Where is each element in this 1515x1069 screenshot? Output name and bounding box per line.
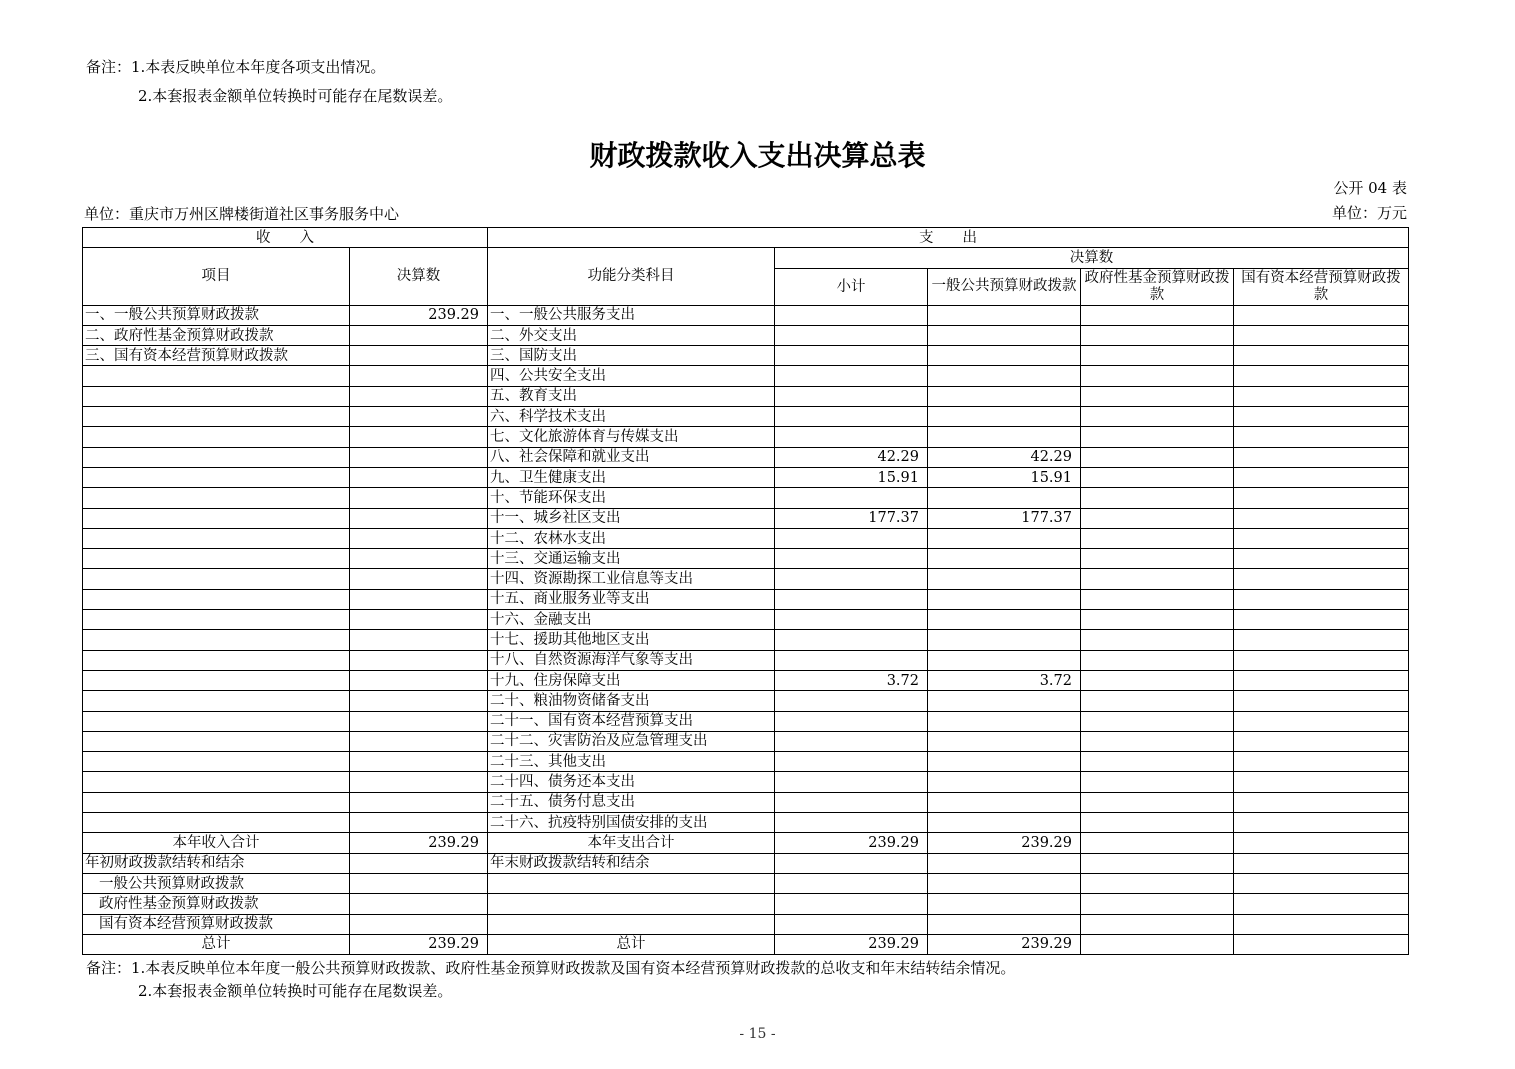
expense-general-budget bbox=[928, 691, 1081, 711]
income-item bbox=[83, 467, 350, 487]
top-note-2: 2.本套报表金额单位转换时可能存在尾数误差。 bbox=[138, 87, 453, 105]
income-amount bbox=[350, 508, 488, 528]
income-item bbox=[83, 670, 350, 690]
income-item bbox=[83, 407, 350, 427]
carryover-income-amount bbox=[350, 873, 488, 893]
expense-general-budget: 177.37 bbox=[928, 508, 1081, 528]
income-item bbox=[83, 711, 350, 731]
bottom-note-1: 备注：1.本表反映单位本年度一般公共预算财政拨款、政府性基金预算财政拨款及国有资本经营预算财政拨款的总收支和年末结转结余情况。 bbox=[86, 959, 1016, 977]
expense-general-budget bbox=[928, 488, 1081, 508]
table-row bbox=[83, 813, 1409, 833]
table-row bbox=[83, 670, 1409, 690]
income-item bbox=[83, 589, 350, 609]
table-row bbox=[83, 772, 1409, 792]
carryover-row bbox=[83, 894, 1409, 914]
expense-general-budget bbox=[928, 630, 1081, 650]
expense-category: 十三、交通运输支出 bbox=[488, 549, 775, 569]
expense-state-capital bbox=[1234, 670, 1409, 690]
expense-subtotal bbox=[775, 528, 928, 548]
currency-unit: 单位：万元 bbox=[1331, 204, 1407, 222]
expense-general-budget bbox=[928, 366, 1081, 386]
carryover-expense-item bbox=[488, 914, 775, 934]
expense-state-capital bbox=[1234, 447, 1409, 467]
page-number: - 15 - bbox=[739, 1026, 776, 1042]
expense-state-capital bbox=[1234, 488, 1409, 508]
expense-category: 十八、自然资源海洋气象等支出 bbox=[488, 650, 775, 670]
table-row bbox=[83, 589, 1409, 609]
expense-subtotal bbox=[775, 630, 928, 650]
expense-category: 二十四、债务还本支出 bbox=[488, 772, 775, 792]
expense-gov-fund bbox=[1081, 447, 1234, 467]
income-amount bbox=[350, 325, 488, 345]
income-item bbox=[83, 752, 350, 772]
carryover-gov-fund bbox=[1081, 894, 1234, 914]
expense-category: 九、卫生健康支出 bbox=[488, 467, 775, 487]
expense-general-budget bbox=[928, 650, 1081, 670]
income-item bbox=[83, 549, 350, 569]
carryover-gov-fund bbox=[1081, 853, 1234, 873]
expense-gov-fund bbox=[1081, 325, 1234, 345]
income-amount bbox=[350, 691, 488, 711]
expense-state-capital bbox=[1234, 549, 1409, 569]
unit-name: 单位：重庆市万州区牌楼街道社区事务服务中心 bbox=[84, 205, 400, 223]
carryover-income-item: 一般公共预算财政拨款 bbox=[83, 873, 350, 893]
income-item bbox=[83, 569, 350, 589]
carryover-income-item: 国有资本经营预算财政拨款 bbox=[83, 914, 350, 934]
carryover-income-amount bbox=[350, 853, 488, 873]
table-row bbox=[83, 650, 1409, 670]
expense-gov-fund bbox=[1081, 508, 1234, 528]
expense-category: 二十、粮油物资储备支出 bbox=[488, 691, 775, 711]
income-item bbox=[83, 792, 350, 812]
expense-subtotal bbox=[775, 731, 928, 751]
carryover-income-item: 年初财政拨款结转和结余 bbox=[83, 853, 350, 873]
expense-gov-fund bbox=[1081, 569, 1234, 589]
income-item bbox=[83, 731, 350, 751]
expense-category: 四、公共安全支出 bbox=[488, 366, 775, 386]
expense-subtotal bbox=[775, 650, 928, 670]
expense-subtotal bbox=[775, 305, 928, 325]
expense-state-capital bbox=[1234, 366, 1409, 386]
income-total-label: 本年收入合计 bbox=[83, 833, 350, 853]
table-row bbox=[83, 508, 1409, 528]
expense-category: 二十一、国有资本经营预算支出 bbox=[488, 711, 775, 731]
income-item: 三、国有资本经营预算财政拨款 bbox=[83, 346, 350, 366]
expense-total-general: 239.29 bbox=[928, 833, 1081, 853]
expense-general-budget bbox=[928, 325, 1081, 345]
expense-general-budget bbox=[928, 407, 1081, 427]
expense-state-capital bbox=[1234, 589, 1409, 609]
expense-state-capital bbox=[1234, 610, 1409, 630]
expense-gov-fund bbox=[1081, 467, 1234, 487]
expense-total-gov-fund bbox=[1081, 833, 1234, 853]
expense-category: 二十六、抗疫特别国债安排的支出 bbox=[488, 813, 775, 833]
expense-general-budget bbox=[928, 711, 1081, 731]
expense-subtotal bbox=[775, 813, 928, 833]
income-item bbox=[83, 630, 350, 650]
income-item bbox=[83, 447, 350, 467]
income-amount bbox=[350, 386, 488, 406]
expense-category: 十二、农林水支出 bbox=[488, 528, 775, 548]
expense-state-capital bbox=[1234, 407, 1409, 427]
expense-gov-fund bbox=[1081, 407, 1234, 427]
carryover-subtotal bbox=[775, 894, 928, 914]
expense-gov-fund bbox=[1081, 711, 1234, 731]
expense-subtotal bbox=[775, 610, 928, 630]
expense-gov-fund bbox=[1081, 691, 1234, 711]
income-amount bbox=[350, 610, 488, 630]
table-row bbox=[83, 549, 1409, 569]
expense-gov-fund bbox=[1081, 670, 1234, 690]
expense-general-budget bbox=[928, 386, 1081, 406]
expense-subtotal: 42.29 bbox=[775, 447, 928, 467]
grand-total-income-label: 总计 bbox=[83, 934, 350, 954]
expense-general-budget bbox=[928, 569, 1081, 589]
expense-general-budget bbox=[928, 813, 1081, 833]
expense-subtotal bbox=[775, 752, 928, 772]
carryover-state-capital bbox=[1234, 873, 1409, 893]
table-row bbox=[83, 407, 1409, 427]
expense-gov-fund bbox=[1081, 427, 1234, 447]
header-row-1 bbox=[83, 228, 1409, 248]
expense-gov-fund bbox=[1081, 528, 1234, 548]
expense-state-capital bbox=[1234, 346, 1409, 366]
expense-category: 十九、住房保障支出 bbox=[488, 670, 775, 690]
func-category-header: 功能分类科目 bbox=[488, 248, 775, 305]
expense-category: 二十二、灾害防治及应急管理支出 bbox=[488, 731, 775, 751]
carryover-general bbox=[928, 894, 1081, 914]
carryover-row bbox=[83, 873, 1409, 893]
header-row-2 bbox=[83, 248, 1409, 268]
table-row bbox=[83, 346, 1409, 366]
table-row bbox=[83, 325, 1409, 345]
subtotal-header: 小计 bbox=[775, 268, 928, 305]
table-row bbox=[83, 569, 1409, 589]
income-amount bbox=[350, 670, 488, 690]
expense-gov-fund bbox=[1081, 813, 1234, 833]
expense-category: 十六、金融支出 bbox=[488, 610, 775, 630]
grand-total-row bbox=[83, 934, 1409, 954]
carryover-income-amount bbox=[350, 914, 488, 934]
expense-general-budget bbox=[928, 589, 1081, 609]
expense-gov-fund bbox=[1081, 650, 1234, 670]
expense-gov-fund bbox=[1081, 386, 1234, 406]
income-amount bbox=[350, 528, 488, 548]
expense-gov-fund bbox=[1081, 752, 1234, 772]
expense-category: 十五、商业服务业等支出 bbox=[488, 589, 775, 609]
expense-state-capital bbox=[1234, 691, 1409, 711]
expense-general-budget bbox=[928, 549, 1081, 569]
annual-total-row bbox=[83, 833, 1409, 853]
carryover-state-capital bbox=[1234, 853, 1409, 873]
expense-category: 十、节能环保支出 bbox=[488, 488, 775, 508]
expense-general-budget: 15.91 bbox=[928, 467, 1081, 487]
expense-gov-fund bbox=[1081, 346, 1234, 366]
expense-category: 七、文化旅游体育与传媒支出 bbox=[488, 427, 775, 447]
income-item bbox=[83, 650, 350, 670]
expense-subtotal bbox=[775, 711, 928, 731]
expense-subtotal bbox=[775, 772, 928, 792]
income-item bbox=[83, 427, 350, 447]
income-item bbox=[83, 528, 350, 548]
expense-state-capital bbox=[1234, 711, 1409, 731]
carryover-income-amount bbox=[350, 894, 488, 914]
table-row bbox=[83, 386, 1409, 406]
expense-state-capital bbox=[1234, 752, 1409, 772]
expense-state-capital bbox=[1234, 467, 1409, 487]
table-row bbox=[83, 467, 1409, 487]
expense-subtotal bbox=[775, 569, 928, 589]
expense-general-budget bbox=[928, 305, 1081, 325]
expense-subtotal bbox=[775, 549, 928, 569]
gov-fund-header: 政府性基金预算财政拨款 bbox=[1081, 268, 1234, 305]
item-header: 项目 bbox=[83, 248, 350, 305]
carryover-subtotal bbox=[775, 853, 928, 873]
grand-total-income-amount: 239.29 bbox=[350, 934, 488, 954]
expense-general-budget bbox=[928, 610, 1081, 630]
expense-state-capital bbox=[1234, 650, 1409, 670]
table-row bbox=[83, 305, 1409, 325]
income-item bbox=[83, 366, 350, 386]
income-amount bbox=[350, 346, 488, 366]
carryover-expense-item bbox=[488, 873, 775, 893]
expense-general-budget bbox=[928, 731, 1081, 751]
expense-subtotal bbox=[775, 427, 928, 447]
income-item bbox=[83, 610, 350, 630]
expense-subtotal bbox=[775, 792, 928, 812]
expense-category: 二、外交支出 bbox=[488, 325, 775, 345]
budget-summary-table bbox=[82, 227, 1409, 955]
income-amount bbox=[350, 447, 488, 467]
expense-state-capital bbox=[1234, 305, 1409, 325]
income-amount bbox=[350, 569, 488, 589]
income-amount bbox=[350, 813, 488, 833]
amount-header: 决算数 bbox=[350, 248, 488, 305]
expense-state-capital bbox=[1234, 813, 1409, 833]
expense-subtotal bbox=[775, 407, 928, 427]
expense-category: 五、教育支出 bbox=[488, 386, 775, 406]
page-title: 财政拨款收入支出决算总表 bbox=[589, 139, 926, 172]
expense-subtotal bbox=[775, 366, 928, 386]
expense-general-budget bbox=[928, 528, 1081, 548]
expense-state-capital bbox=[1234, 731, 1409, 751]
form-number: 公开 04 表 bbox=[1333, 179, 1407, 197]
income-amount bbox=[350, 427, 488, 447]
expense-state-capital bbox=[1234, 427, 1409, 447]
expense-category: 八、社会保障和就业支出 bbox=[488, 447, 775, 467]
income-amount bbox=[350, 772, 488, 792]
table-row bbox=[83, 366, 1409, 386]
income-amount: 239.29 bbox=[350, 305, 488, 325]
income-amount bbox=[350, 589, 488, 609]
income-item bbox=[83, 488, 350, 508]
table-row bbox=[83, 610, 1409, 630]
top-note-1: 备注：1.本表反映单位本年度各项支出情况。 bbox=[86, 58, 386, 76]
table-row bbox=[83, 792, 1409, 812]
expense-gov-fund bbox=[1081, 731, 1234, 751]
table-row bbox=[83, 528, 1409, 548]
expense-gov-fund bbox=[1081, 589, 1234, 609]
expense-category: 六、科学技术支出 bbox=[488, 407, 775, 427]
expense-state-capital bbox=[1234, 792, 1409, 812]
carryover-subtotal bbox=[775, 873, 928, 893]
table-row bbox=[83, 711, 1409, 731]
carryover-state-capital bbox=[1234, 914, 1409, 934]
expense-state-capital bbox=[1234, 325, 1409, 345]
table-row bbox=[83, 691, 1409, 711]
expense-gov-fund bbox=[1081, 610, 1234, 630]
expense-category: 二十三、其他支出 bbox=[488, 752, 775, 772]
expense-gov-fund bbox=[1081, 488, 1234, 508]
income-amount bbox=[350, 630, 488, 650]
income-amount bbox=[350, 488, 488, 508]
expense-subtotal: 15.91 bbox=[775, 467, 928, 487]
expense-category: 十七、援助其他地区支出 bbox=[488, 630, 775, 650]
carryover-subtotal bbox=[775, 914, 928, 934]
expense-subtotal bbox=[775, 386, 928, 406]
expense-subtotal bbox=[775, 488, 928, 508]
expense-subtotal bbox=[775, 589, 928, 609]
income-amount bbox=[350, 711, 488, 731]
expense-general-budget bbox=[928, 427, 1081, 447]
state-capital-header: 国有资本经营预算财政拨款 bbox=[1234, 268, 1409, 305]
table-row bbox=[83, 731, 1409, 751]
carryover-general bbox=[928, 914, 1081, 934]
expense-general-budget: 3.72 bbox=[928, 670, 1081, 690]
expense-subtotal: 177.37 bbox=[775, 508, 928, 528]
expense-state-capital bbox=[1234, 508, 1409, 528]
income-item bbox=[83, 508, 350, 528]
expense-category: 一、一般公共服务支出 bbox=[488, 305, 775, 325]
expense-category: 十四、资源勘探工业信息等支出 bbox=[488, 569, 775, 589]
income-amount bbox=[350, 731, 488, 751]
general-budget-header: 一般公共预算财政拨款 bbox=[928, 268, 1081, 305]
carryover-expense-item: 年末财政拨款结转和结余 bbox=[488, 853, 775, 873]
expense-total-subtotal: 239.29 bbox=[775, 833, 928, 853]
expense-general-budget: 42.29 bbox=[928, 447, 1081, 467]
carryover-row bbox=[83, 853, 1409, 873]
income-amount bbox=[350, 366, 488, 386]
income-amount bbox=[350, 549, 488, 569]
table-row bbox=[83, 488, 1409, 508]
expense-gov-fund bbox=[1081, 772, 1234, 792]
expense-state-capital bbox=[1234, 569, 1409, 589]
expense-general-budget bbox=[928, 772, 1081, 792]
grand-total-general: 239.29 bbox=[928, 934, 1081, 954]
grand-total-subtotal: 239.29 bbox=[775, 934, 928, 954]
income-amount bbox=[350, 650, 488, 670]
carryover-row bbox=[83, 914, 1409, 934]
income-item bbox=[83, 813, 350, 833]
income-item bbox=[83, 691, 350, 711]
expense-category: 十一、城乡社区支出 bbox=[488, 508, 775, 528]
expense-subtotal bbox=[775, 325, 928, 345]
bottom-note-2: 2.本套报表金额单位转换时可能存在尾数误差。 bbox=[138, 982, 453, 1000]
grand-total-expense-label: 总计 bbox=[488, 934, 775, 954]
income-item bbox=[83, 772, 350, 792]
table-row bbox=[83, 630, 1409, 650]
carryover-gov-fund bbox=[1081, 873, 1234, 893]
expense-state-capital bbox=[1234, 772, 1409, 792]
carryover-expense-item bbox=[488, 894, 775, 914]
carryover-income-item: 政府性基金预算财政拨款 bbox=[83, 894, 350, 914]
income-amount bbox=[350, 752, 488, 772]
income-amount bbox=[350, 792, 488, 812]
expense-subtotal bbox=[775, 346, 928, 366]
expense-total-label: 本年支出合计 bbox=[488, 833, 775, 853]
carryover-state-capital bbox=[1234, 894, 1409, 914]
income-item: 二、政府性基金预算财政拨款 bbox=[83, 325, 350, 345]
income-item bbox=[83, 386, 350, 406]
carryover-general bbox=[928, 873, 1081, 893]
final-amount-header: 决算数 bbox=[775, 248, 1409, 268]
table-row bbox=[83, 427, 1409, 447]
table-row bbox=[83, 752, 1409, 772]
expense-total-state-capital bbox=[1234, 833, 1409, 853]
expense-subtotal bbox=[775, 691, 928, 711]
expense-general-budget bbox=[928, 792, 1081, 812]
expense-gov-fund bbox=[1081, 305, 1234, 325]
expense-gov-fund bbox=[1081, 366, 1234, 386]
expense-header: 支 出 bbox=[488, 228, 1409, 248]
expense-general-budget bbox=[928, 752, 1081, 772]
grand-total-state-capital bbox=[1234, 934, 1409, 954]
carryover-general bbox=[928, 853, 1081, 873]
table-row bbox=[83, 447, 1409, 467]
carryover-gov-fund bbox=[1081, 914, 1234, 934]
expense-category: 二十五、债务付息支出 bbox=[488, 792, 775, 812]
expense-category: 三、国防支出 bbox=[488, 346, 775, 366]
income-amount bbox=[350, 407, 488, 427]
expense-state-capital bbox=[1234, 528, 1409, 548]
expense-state-capital bbox=[1234, 386, 1409, 406]
income-header: 收 入 bbox=[83, 228, 488, 248]
income-amount bbox=[350, 467, 488, 487]
expense-general-budget bbox=[928, 346, 1081, 366]
expense-gov-fund bbox=[1081, 549, 1234, 569]
grand-total-gov-fund bbox=[1081, 934, 1234, 954]
expense-gov-fund bbox=[1081, 792, 1234, 812]
expense-state-capital bbox=[1234, 630, 1409, 650]
expense-gov-fund bbox=[1081, 630, 1234, 650]
expense-subtotal: 3.72 bbox=[775, 670, 928, 690]
income-total-amount: 239.29 bbox=[350, 833, 488, 853]
income-item: 一、一般公共预算财政拨款 bbox=[83, 305, 350, 325]
